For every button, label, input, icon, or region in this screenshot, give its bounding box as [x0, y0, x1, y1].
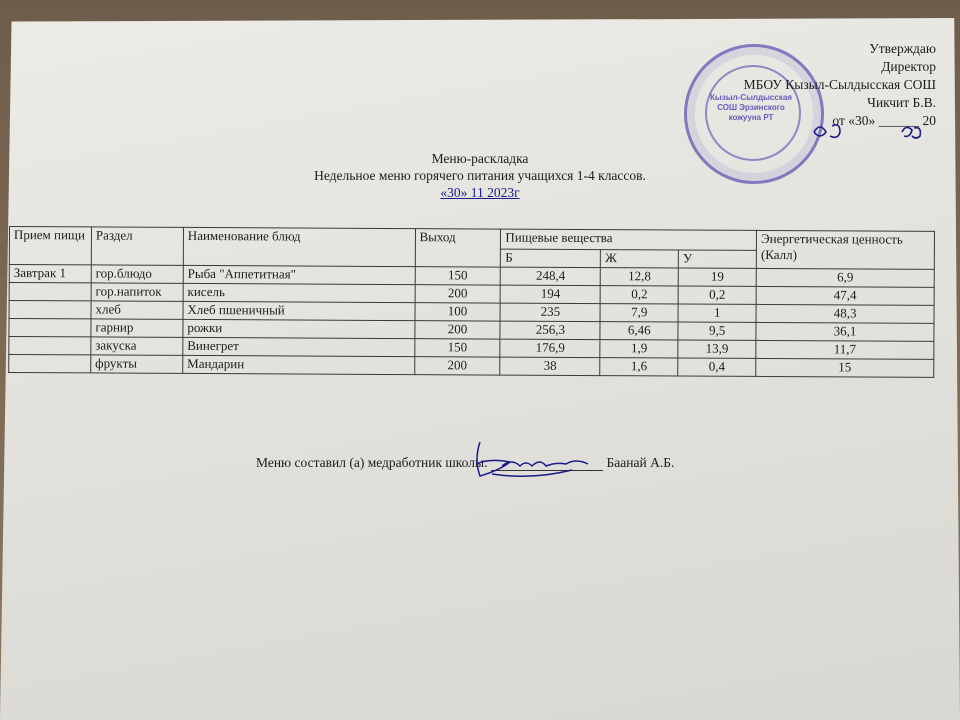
header-yield: Выход	[415, 229, 501, 267]
cell-dish: Хлеб пшеничный	[183, 301, 415, 320]
cell-section: закуска	[91, 337, 183, 355]
cell-protein: 176,9	[500, 339, 600, 358]
cell-meal: Завтрак 1	[9, 265, 91, 283]
cell-dish: Винегрет	[183, 337, 415, 356]
cell-protein: 38	[500, 357, 600, 376]
cell-energy: 15	[756, 358, 934, 377]
cell-yield: 150	[414, 339, 500, 357]
cell-carbs: 19	[678, 268, 756, 286]
cell-protein: 248,4	[501, 267, 601, 286]
approval-line-3: МБОУ Кызыл-Сылдысская СОШ	[743, 77, 936, 92]
header-protein: Б	[501, 249, 601, 268]
header-energy: Энергетическая ценность (Калл)	[756, 230, 934, 269]
cell-section: гор.блюдо	[91, 265, 183, 283]
cell-fat: 7,9	[600, 304, 678, 322]
cell-energy: 47,4	[756, 286, 934, 305]
cell-carbs: 1	[678, 304, 756, 322]
header-nutrients: Пищевые вещества	[501, 229, 757, 250]
cell-protein: 235	[500, 303, 600, 322]
cell-dish: Рыба "Аппетитная"	[183, 265, 415, 284]
cell-fat: 12,8	[601, 268, 679, 286]
compiler-name: Баанай А.Б.	[606, 455, 675, 470]
cell-meal	[9, 355, 91, 373]
cell-fat: 1,6	[600, 358, 678, 376]
approval-line-4: Чикчит Б.В.	[867, 95, 936, 110]
cell-section: гор.напиток	[91, 283, 183, 301]
cell-section: гарнир	[91, 319, 183, 337]
cell-carbs: 0,2	[678, 286, 756, 304]
cell-dish: кисель	[183, 283, 415, 302]
cell-fat: 6,46	[600, 322, 678, 340]
cell-energy: 11,7	[756, 340, 934, 359]
cell-section: хлеб	[91, 301, 183, 319]
approval-block	[636, 40, 936, 130]
cell-meal	[9, 301, 91, 319]
cell-energy: 48,3	[756, 304, 934, 323]
header-fat: Ж	[601, 250, 679, 268]
header-meal: Прием пищи	[9, 227, 91, 265]
menu-table	[8, 226, 935, 378]
cell-carbs: 9,5	[678, 322, 756, 340]
document-title	[230, 150, 730, 201]
header-section: Раздел	[91, 227, 183, 265]
cell-meal	[9, 319, 91, 337]
cell-protein: 256,3	[500, 321, 600, 340]
cell-energy: 36,1	[756, 322, 934, 341]
cell-yield: 150	[415, 267, 501, 285]
cell-yield: 200	[414, 321, 500, 339]
approval-line-1: Утверждаю	[869, 41, 936, 56]
cell-yield: 200	[415, 285, 501, 303]
approval-line-2: Директор	[881, 59, 936, 74]
handwritten-date-icon	[804, 118, 934, 142]
cell-fat: 1,9	[600, 340, 678, 358]
handwritten-signature-icon	[462, 436, 622, 486]
cell-meal	[9, 337, 91, 355]
title-date: «30» 11 2023г	[440, 185, 520, 200]
cell-meal	[9, 283, 91, 301]
title-line-2: Недельное меню горячего питания учащихся 1-4 классов.	[314, 168, 646, 183]
cell-yield: 100	[415, 303, 501, 321]
cell-dish: Мандарин	[183, 355, 415, 374]
compiler-label: Меню составил (а) медработник школы:	[256, 455, 488, 470]
table-header-row	[9, 227, 934, 252]
stamp-text: Кызыл-Сылдысская СОШ Эрзинского кожууна РТ	[710, 93, 792, 122]
cell-dish: рожки	[183, 319, 415, 338]
cell-protein: 194	[501, 285, 601, 304]
cell-energy: 6,9	[756, 268, 934, 287]
cell-section: фрукты	[91, 355, 183, 373]
header-carbs: У	[679, 250, 757, 268]
cell-fat: 0,2	[600, 286, 678, 304]
cell-carbs: 0,4	[678, 358, 756, 376]
header-dish: Наименование блюд	[183, 227, 415, 266]
cell-carbs: 13,9	[678, 340, 756, 358]
title-line-1: Меню-раскладка	[431, 151, 529, 166]
cell-yield: 200	[414, 357, 500, 375]
approval-line-5: от «30» ______ 20	[832, 113, 936, 128]
